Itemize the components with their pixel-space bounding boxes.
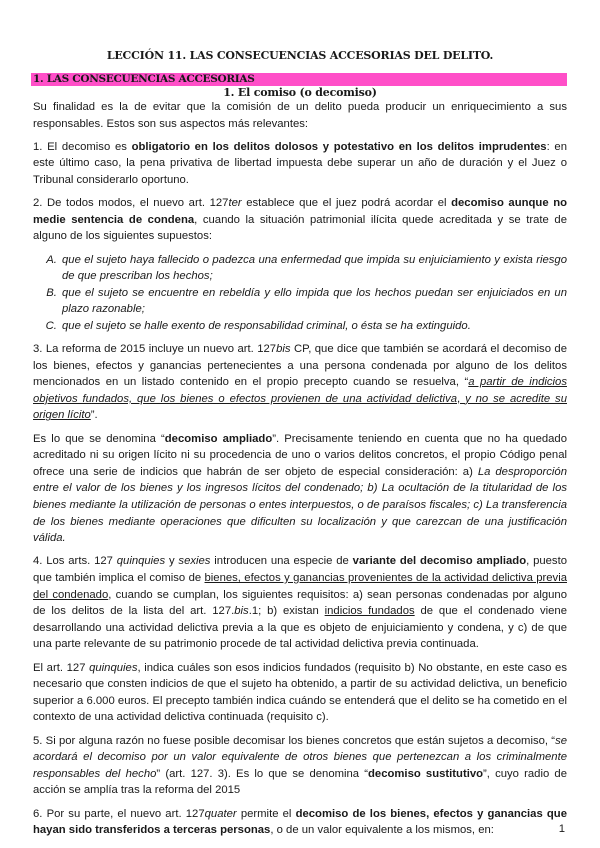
text-run: se acordará el decomiso por un valor equivalente de otros bienes que pertenezcan a los criminalmente responsables del hecho <box>33 734 567 780</box>
text-run: decomiso ampliado <box>164 432 273 445</box>
subheading: 1. El comiso (o decomiso) <box>223 86 377 99</box>
text-run: de que el condenado viene desarrollando una actividad delictiva previa a la que es objeto de enjuiciamiento y condena, y c) de que una parte relevante de su patrimonio procede de tal actividad delictiva previa continuada. <box>33 605 567 651</box>
text-run: bis <box>276 343 291 356</box>
text-run: 3. La reforma de 2015 incluye un nuevo art. 127 <box>33 343 277 356</box>
document-body <box>33 99 567 845</box>
text-run: ”, cuyo radio de acción se amplía tras la reforma del 2015 <box>33 767 567 797</box>
text-run: quinquies <box>116 555 166 568</box>
list-item: C. que el sujeto se halle exento de responsabilidad criminal, o ésta se ha extinguido. <box>60 318 567 335</box>
text-run: : en este último caso, la pena privativa de libertad impuesta debe superar un año de duración y el Juez o Tribunal considerarlo oportuno. <box>33 140 567 186</box>
text-run: La desproporción entre el valor de los bienes y los ingresos lícitos del condenado; b) La ocultación de la titularidad de los bienes mediante la utilización de personas o entes interpuestos, o de paraísos fiscales; c) La transferencia de los bienes mediante operaciones que dificulten su localización y que carezcan de una justificación válida. <box>33 465 567 545</box>
document-title: LECCIÓN 11. LAS CONSECUENCIAS ACCESORIAS DEL DELITO. <box>106 49 494 62</box>
text-run: ter <box>228 197 242 210</box>
paragraph <box>33 341 567 424</box>
text-run: indicios fundados <box>324 605 415 618</box>
text-run: El art. 127 <box>33 661 90 674</box>
page-number: 1 <box>558 823 565 835</box>
text-run: .1; b) existan <box>248 605 325 618</box>
text-run: Es lo que se denomina “ <box>33 432 165 445</box>
text-run: decomiso sustitutivo <box>368 767 484 780</box>
text-run: ” (art. 127. 3). Es lo que se denomina “ <box>156 767 369 780</box>
text-run: 1. El decomiso es <box>33 140 132 153</box>
text-run: ”. Precisamente teniendo en cuenta que no ha quedado acreditado ni su origen lícito ni su procedencia de uno o varios delitos concretos, el propio Código penal ofrece una serie de indicios que habrán de ser objeto de especial consideración: a) <box>33 432 568 478</box>
paragraph <box>33 733 567 799</box>
text-run: quater <box>204 807 237 820</box>
list-item: B. que el sujeto se encuentre en rebeldía y ello impida que los hechos puedan ser enjuiciados en un plazo razonable; <box>60 285 567 318</box>
text-run: , indica cuáles son esos indicios fundados (requisito b) No obstante, en este caso es necesario que consten indicios de que el sujeto ha obtenido, a partir de su actividad delictiva, un beneficio superior a 6.000 euros. El precepto también indica cuándo se entenderá que el delito se ha cometido en el contexto de una actividad delictiva continuada (requisito c). <box>33 661 567 724</box>
paragraph <box>33 195 567 245</box>
text-run: y <box>165 555 179 568</box>
text-run: 6. Por su parte, el nuevo art. 127 <box>33 807 205 820</box>
text-run: , <box>457 392 466 405</box>
text-run: , cuando la situación patrimonial ilícita quede acreditada y se trate de alguno de los siguientes supuestos: <box>33 213 567 243</box>
text-run: 2. De todos modos, el nuevo art. 127 <box>33 197 229 210</box>
text-run: permite el <box>236 807 296 820</box>
paragraph <box>33 431 567 547</box>
text-run: establece que el juez podrá acordar el <box>241 197 452 210</box>
text-run: bis <box>234 605 249 618</box>
supuestos-list <box>33 252 567 335</box>
text-run: decomiso aunque no medie sentencia de condena <box>33 197 567 226</box>
text-run: bienes, efectos y ganancias provenientes de la actividad delictiva previa del condenado <box>33 572 567 601</box>
list-item: A. que el sujeto haya fallecido o padezca una enfermedad que impida su enjuiciamiento y exista riesgo de que prescriban los hechos; <box>60 252 567 285</box>
text-run: , cuando se cumplan, los siguientes requisitos: a) sean personas condenadas por alguno de los delitos de la lista del art. 127. <box>33 588 567 618</box>
text-run: Su finalidad es la de evitar que la comisión de un delito pueda producir un enriquecimiento a sus responsables. Estos son sus aspectos más relevantes: <box>33 101 567 130</box>
paragraph <box>33 553 567 653</box>
text-run: , puesto que también implica el comiso de <box>33 555 567 584</box>
text-run: sexies <box>178 555 211 568</box>
text-run: decomiso de los bienes, efectos y ganancias que hayan sido transferidos a terceras personas <box>33 807 567 837</box>
text-run: introducen una especie de <box>210 555 353 568</box>
paragraph <box>33 806 567 839</box>
text-run: 5. Si por alguna razón no fuese posible decomisar los bienes concretos que están sujetos a decomiso, “ <box>33 734 556 747</box>
text-run: ”. <box>90 409 98 422</box>
text-run: variante del decomiso ampliado <box>352 555 527 568</box>
text-run: y no se acredite su origen lícito <box>33 392 567 422</box>
section-heading: 1. LAS CONSECUENCIAS ACCESORIAS <box>31 73 567 86</box>
paragraph <box>33 660 567 726</box>
paragraph <box>33 139 567 189</box>
text-run: obligatorio en los delitos dolosos y potestativo en los delitos imprudentes <box>131 140 547 153</box>
text-run: a partir de indicios objetivos fundados, que los bienes o efectos provienen de una actividad delictiva <box>33 376 567 405</box>
text-run: , o de un valor equivalente a los mismos, en: <box>270 824 494 837</box>
paragraph <box>33 99 567 132</box>
text-run: quinquies <box>89 661 138 674</box>
text-run: CP, que dice que también se acordará el decomiso de los bienes, efectos y ganancias pertenecientes a una persona condenada por alguno de los delitos mencionados en un listado contenido en el propio precepto cuando se resuelva, “ <box>33 343 567 389</box>
text-run: 4. Los arts. 127 <box>33 555 117 568</box>
